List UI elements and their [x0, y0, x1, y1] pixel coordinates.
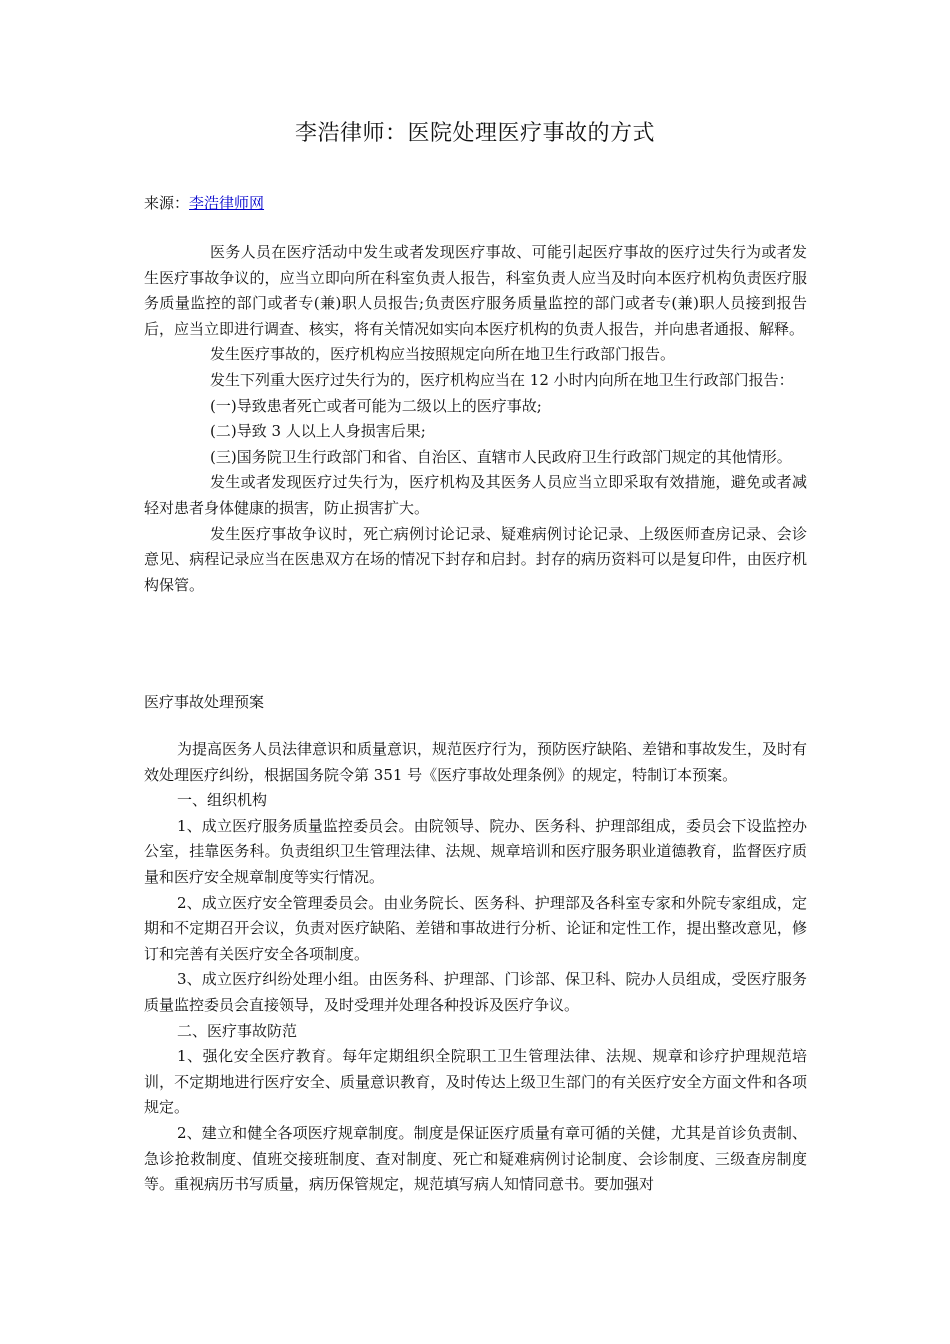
subsection-heading: 二、医疗事故防范 — [177, 1021, 298, 1040]
section-heading: 医疗事故处理预案 — [144, 693, 265, 711]
list-item: (三)国务院卫生行政部门和省、自治区、直辖市人民政府卫生行政部门规定的其他情形。 — [210, 447, 792, 466]
paragraph: 发生医疗事故的，医疗机构应当按照规定向所在地卫生行政部门报告。 — [210, 345, 676, 364]
paragraph: 发生医疗事故争议时，死亡病例讨论记录、疑难病例讨论记录、上级医师查房记录、会诊意见、病程记录应当在医患双方在场的情况下封存和启封。封存的病历资料可以是复印件，由医疗机构保管。 — [144, 524, 807, 594]
paragraph: 医务人员在医疗活动中发生或者发现医疗事故、可能引起医疗事故的医疗过失行为或者发生医疗事故争议的，应当立即向所在科室负责人报告，科室负责人应当及时向本医疗机构负责医疗服务质量监控的部门或者专(兼)职人员报告;负责医疗服务质量监控的部门或者专(兼)职人员接到报告后，应当立即进行调查、核实，将有关情况如实向本医疗机构的负责人报告，并向患者通报、解释。 — [144, 243, 807, 338]
source-line — [144, 191, 264, 215]
paragraph: 1、强化安全医疗教育。每年定期组织全院职工卫生管理法律、法规、规章和诊疗护理规范培训，不定期地进行医疗安全、质量意识教育，及时传达上级卫生部门的有关医疗安全方面文件和各项规定。 — [144, 1047, 807, 1117]
paragraph: 2、建立和健全各项医疗规章制度。制度是保证医疗质量有章可循的关健，尤其是首诊负责制、急诊抢救制度、值班交接班制度、查对制度、死亡和疑难病例讨论制度、会诊制度、三级查房制度等。重视病历书写质量，病历保管规定，规范填写病人知情同意书。要加强对 — [144, 1123, 807, 1194]
section-2-body — [144, 737, 807, 1198]
page-title: 李浩律师：医院处理医疗事故的方式 — [294, 121, 655, 146]
paragraph: 发生或者发现医疗过失行为，医疗机构及其医务人员应当立即采取有效措施，避免或者减轻对患者身体健康的损害，防止损害扩大。 — [144, 473, 807, 517]
paragraph: 发生下列重大医疗过失行为的，医疗机构应当在 12 小时内向所在地卫生行政部门报告： — [210, 370, 794, 389]
paragraph: 1、成立医疗服务质量监控委员会。由院领导、院办、医务科、护理部组成，委员会下设监控办公室，挂靠医务科。负责组织卫生管理法律、法规、规章培训和医疗服务职业道德教育，监督医疗质量和医疗安全规章制度等实行情况。 — [144, 816, 807, 886]
source-label: 来源： — [144, 194, 190, 212]
list-item: (二)导致 3 人以上人身损害后果; — [210, 422, 426, 441]
paragraph: 2、成立医疗安全管理委员会。由业务院长、医务科、护理部及各科室专家和外院专家组成，定期和不定期召开会议，负责对医疗缺陷、差错和事故进行分析、论证和定性工作，提出整改意见，修订和完善有关医疗安全各项制度。 — [144, 893, 807, 963]
paragraph: 3、成立医疗纠纷处理小组。由医务科、护理部、门诊部、保卫科、院办人员组成，受医疗服务质量监控委员会直接领导，及时受理并处理各种投诉及医疗争议。 — [144, 970, 807, 1014]
subsection-heading: 一、组织机构 — [177, 791, 268, 810]
list-item: (一)导致患者死亡或者可能为二级以上的医疗事故; — [210, 396, 542, 415]
section-1-body — [144, 240, 807, 598]
source-link[interactable]: 李浩律师网 — [189, 194, 265, 212]
paragraph: 为提高医务人员法律意识和质量意识，规范医疗行为，预防医疗缺陷、差错和事故发生，及时有效处理医疗纠纷，根据国务院令第 351 号《医疗事故处理条例》的规定，特制订本预案。 — [144, 740, 808, 784]
